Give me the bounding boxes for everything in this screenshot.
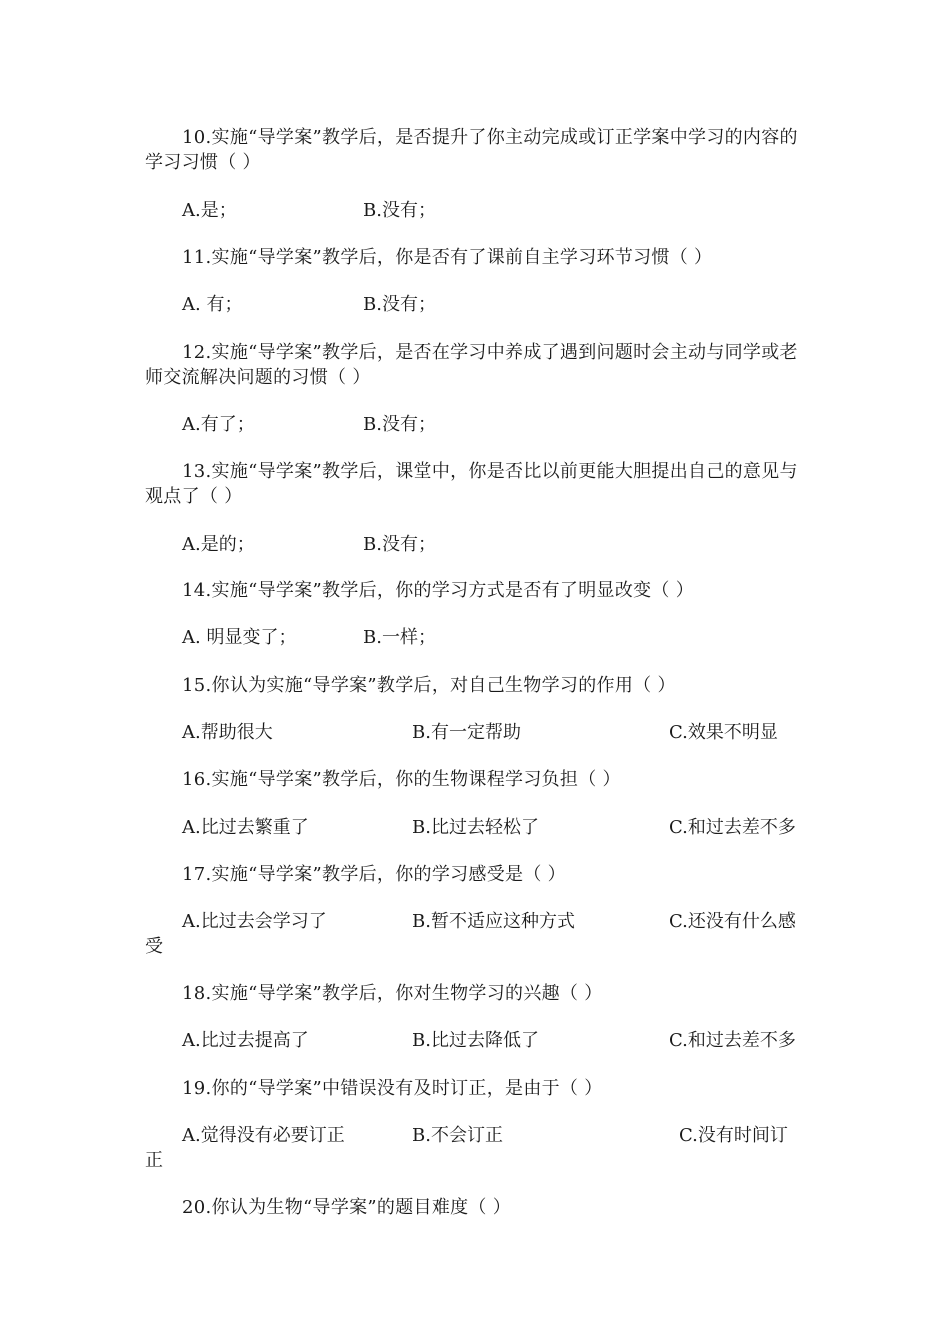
option-b: B.有一定帮助 — [412, 722, 521, 743]
question-18: 18.实施“导学案”教学后，你对生物学习的兴趣（ ） — [182, 983, 603, 1004]
question-20: 20.你认为生物“导学案”的题目难度（ ） — [182, 1197, 512, 1218]
question-13: 13.实施“导学案”教学后，课堂中，你是否比以前更能大胆提出自己的意见与观点了（ ） — [145, 461, 798, 507]
option-b: B.比过去轻松了 — [412, 817, 539, 838]
option-a: A.比过去会学习了 — [182, 911, 327, 932]
option-b: B.不会订正 — [412, 1125, 503, 1146]
option-a: A.比过去提高了 — [182, 1030, 309, 1051]
option-b: B.暂不适应这种方式 — [412, 911, 575, 932]
option-a: A.帮助很大 — [182, 722, 273, 743]
option-c-wrap: 受 — [145, 936, 163, 957]
option-b: B.一样； — [363, 627, 436, 648]
question-15: 15.你认为实施“导学案”教学后，对自己生物学习的作用（ ） — [182, 675, 676, 696]
option-a: A.有了； — [182, 414, 255, 435]
option-c: C.还没有什么感 — [669, 911, 796, 932]
option-a: A. 明显变了； — [182, 627, 297, 648]
question-19: 19.你的“导学案”中错误没有及时订正，是由于（ ） — [182, 1078, 603, 1099]
question-17: 17.实施“导学案”教学后，你的学习感受是（ ） — [182, 864, 566, 885]
option-c: C.和过去差不多 — [669, 1030, 796, 1051]
question-10: 10.实施“导学案”教学后，是否提升了你主动完成或订正学案中学习的内容的学习习惯（ ） — [145, 127, 798, 173]
question-14: 14.实施“导学案”教学后，你的学习方式是否有了明显改变（ ） — [182, 580, 695, 601]
question-16: 16.实施“导学案”教学后，你的生物课程学习负担（ ） — [182, 769, 621, 790]
option-b: B.没有； — [363, 294, 436, 315]
question-11: 11.实施“导学案”教学后，你是否有了课前自主学习环节习惯（ ） — [182, 247, 713, 268]
option-c: C.效果不明显 — [669, 722, 778, 743]
option-a: A.是的； — [182, 534, 255, 555]
option-c: C.和过去差不多 — [669, 817, 796, 838]
option-c-wrap: 正 — [145, 1150, 163, 1171]
option-b: B.没有； — [363, 534, 436, 555]
option-b: B.没有； — [363, 414, 436, 435]
option-c: C.没有时间订 — [679, 1125, 788, 1146]
option-a: A. 有； — [182, 294, 243, 315]
option-a: A.比过去繁重了 — [182, 817, 309, 838]
option-a: A.觉得没有必要订正 — [182, 1125, 345, 1146]
question-12: 12.实施“导学案”教学后，是否在学习中养成了遇到问题时会主动与同学或老师交流解决问题的习惯（ ） — [145, 342, 798, 388]
option-b: B.比过去降低了 — [412, 1030, 539, 1051]
option-a: A.是； — [182, 200, 237, 221]
option-b: B.没有； — [363, 200, 436, 221]
